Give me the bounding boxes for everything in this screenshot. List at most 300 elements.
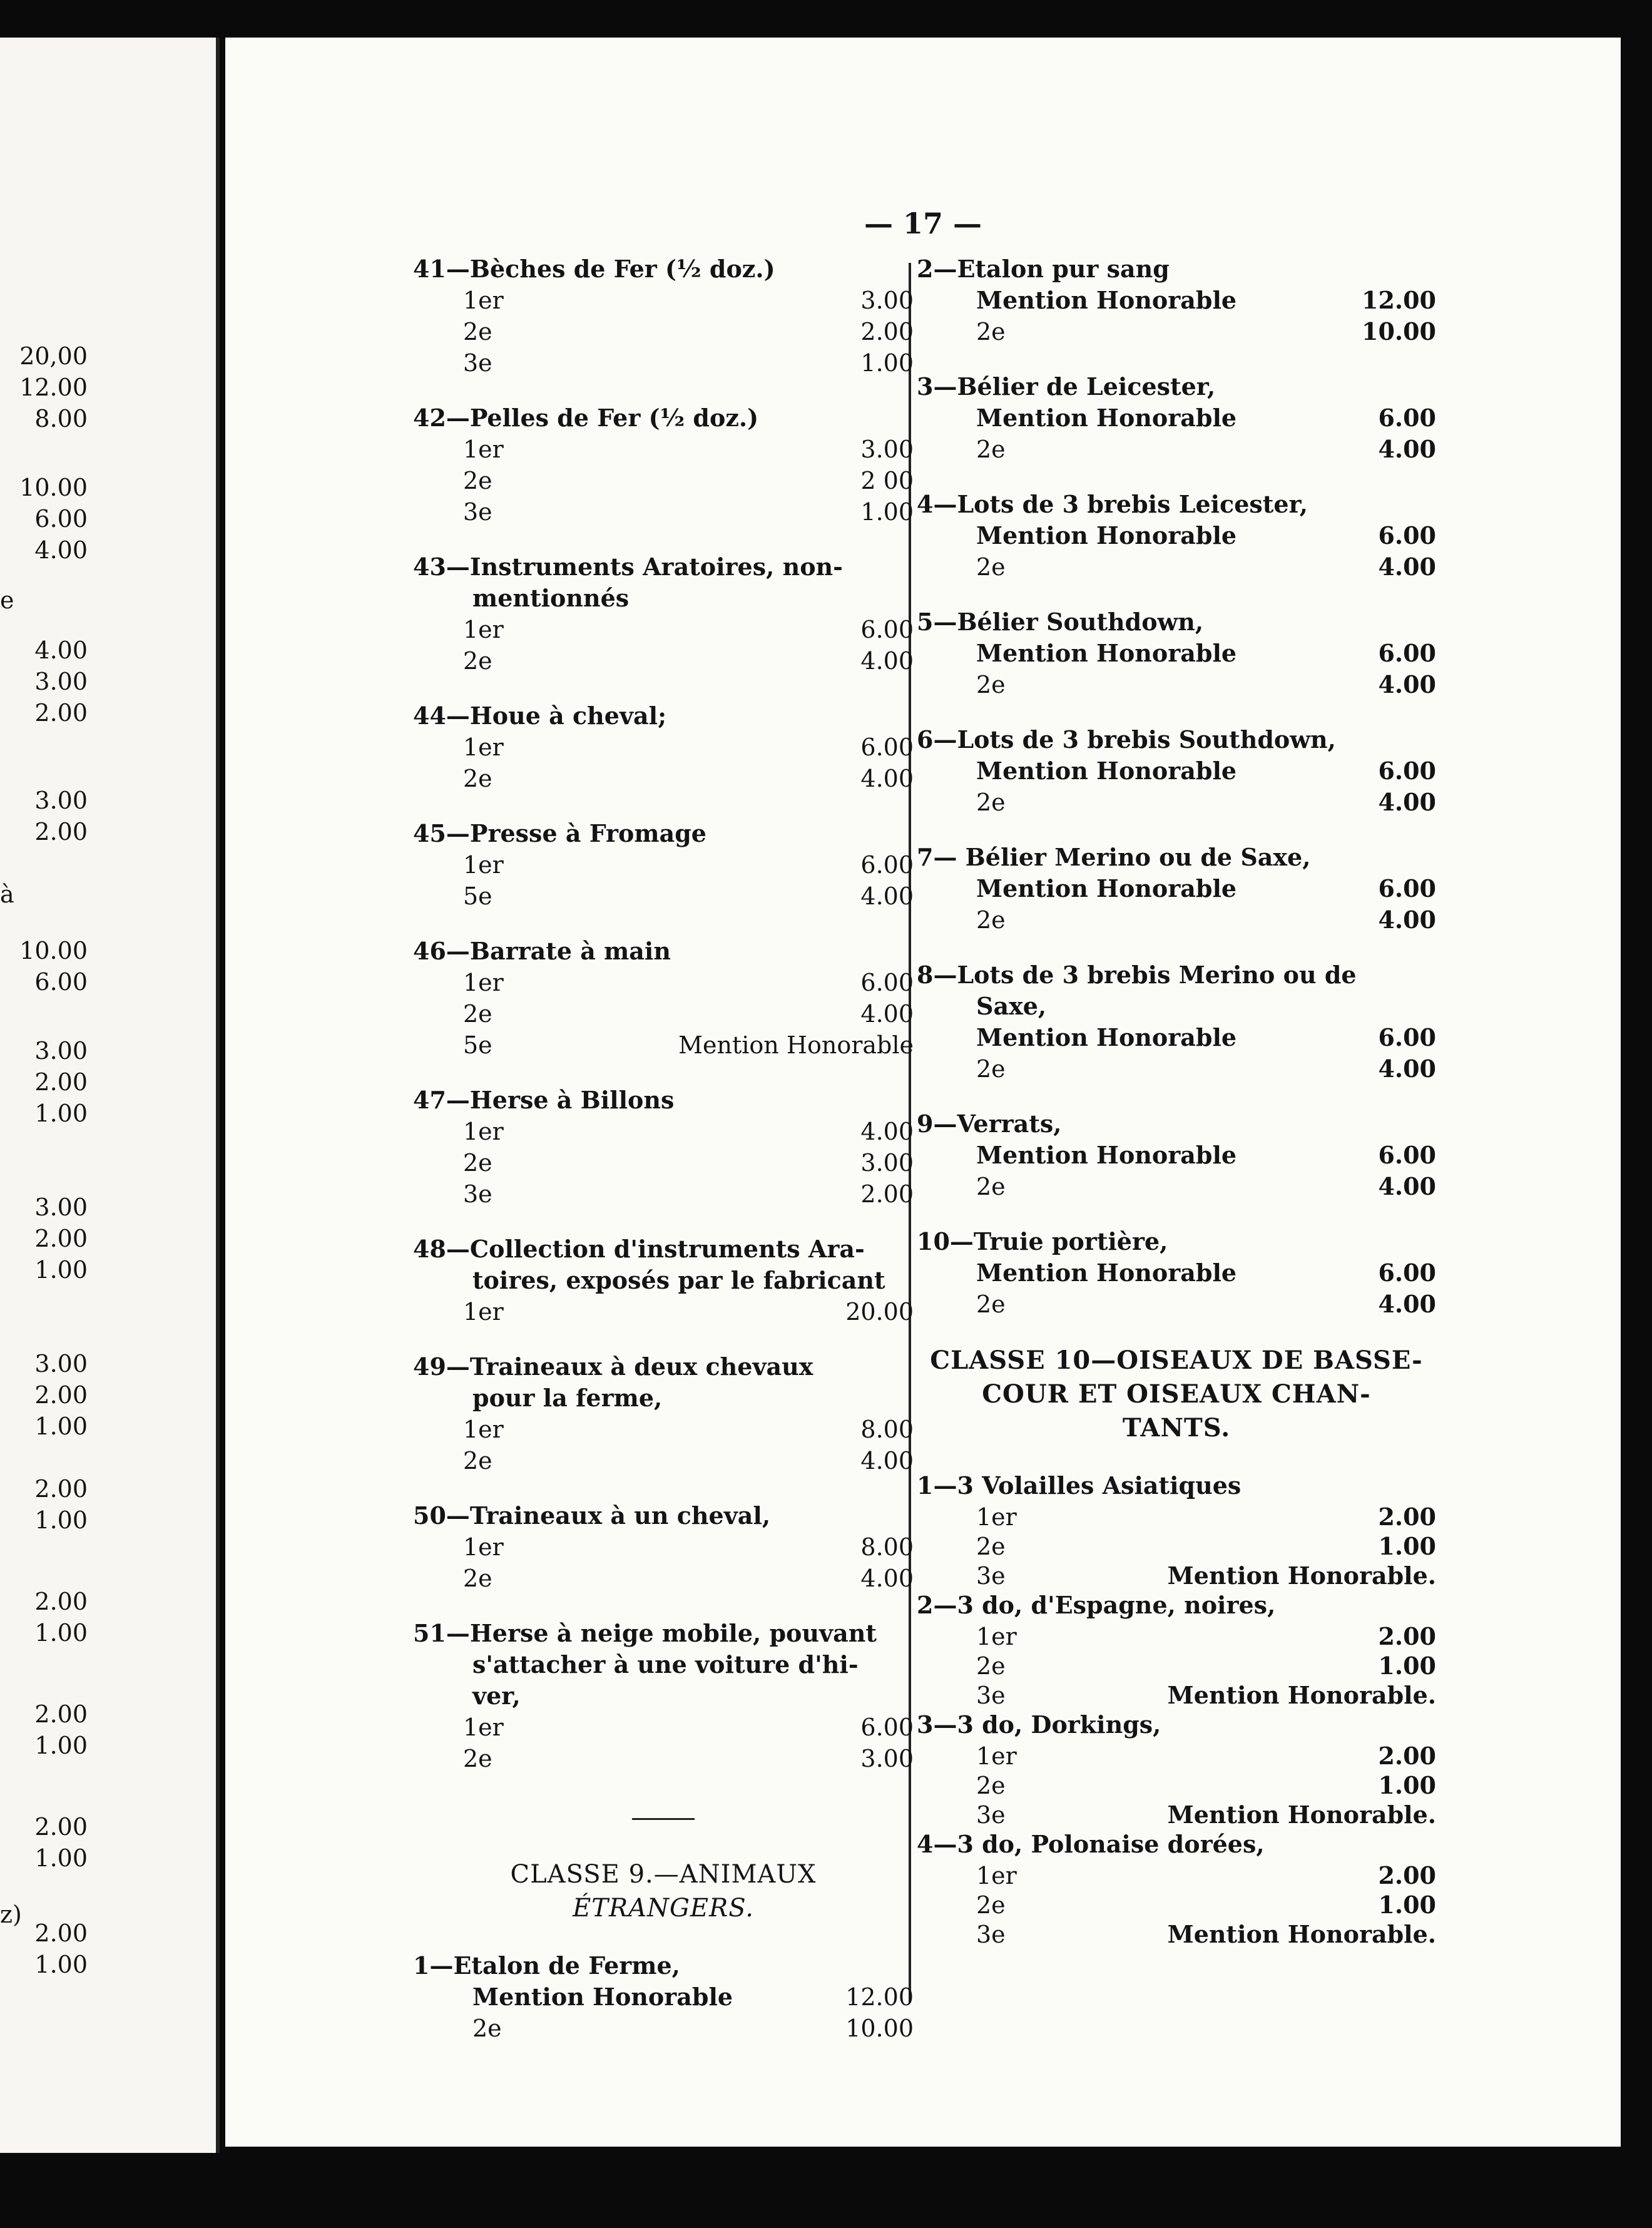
prize-amount: Mention Honorable.: [1167, 1561, 1436, 1590]
prize-entry: [917, 1226, 1436, 1320]
previous-page-fragment: 1.00: [34, 1951, 88, 1978]
prize-rank: 1er: [463, 616, 504, 643]
prize-line: [413, 1563, 914, 1594]
prize-line: [917, 402, 1436, 434]
prize-line: [413, 998, 914, 1030]
prize-rank: 2e: [976, 1891, 1006, 1919]
prize-line: [917, 1289, 1436, 1320]
prize-amount: 2.00: [1378, 1503, 1436, 1531]
prize-line: [917, 787, 1436, 818]
previous-page-fragment: 10.00: [19, 937, 88, 964]
entry-title: [413, 700, 914, 732]
prize-line: [413, 1445, 914, 1476]
prize-line: [413, 1712, 914, 1743]
entry-title-text: 43—Instruments Aratoires, non-: [413, 553, 843, 581]
prize-line: [917, 316, 1436, 347]
prize-rank: 2e: [976, 671, 1006, 698]
entry-title: [413, 253, 914, 285]
prize-line: [917, 1053, 1436, 1085]
entry-title-continued: [413, 583, 914, 614]
prize-line: [917, 1140, 1436, 1171]
prize-amount: 20.00: [845, 1298, 914, 1326]
prize-line: [917, 669, 1436, 700]
prize-line: [413, 434, 914, 465]
previous-page-fragment: 4.00: [34, 536, 88, 564]
entry-title-text: 50—Traineaux à un cheval,: [413, 1501, 771, 1530]
prize-rank: Mention Honorable: [976, 874, 1237, 902]
prize-line: [917, 551, 1436, 583]
prize-entry: [413, 700, 914, 794]
prize-rank: 1er: [976, 1623, 1017, 1650]
prize-line: [917, 1531, 1436, 1560]
prize-rank: Mention Honorable: [976, 757, 1237, 785]
prize-entry: [413, 1351, 914, 1476]
prize-line: [413, 1531, 914, 1563]
prize-amount: Mention Honorable.: [1167, 1920, 1436, 1948]
prize-entry: [413, 551, 914, 677]
entry-title: [413, 1500, 914, 1531]
prize-entry: [917, 1590, 1436, 1709]
previous-page-fragment: 1.00: [34, 1413, 88, 1440]
entry-title-text: 9—Verrats,: [917, 1110, 1062, 1138]
entry-title-text: 6—Lots de 3 brebis Southdown,: [917, 725, 1336, 754]
prize-entry: [413, 402, 914, 528]
prize-rank: 2e: [463, 765, 492, 792]
prize-amount: 12.00: [845, 1983, 914, 2011]
previous-page-fragment: 2.00: [34, 1813, 88, 1841]
entry-title: [917, 1829, 1436, 1860]
prize-rank: 5e: [463, 882, 492, 910]
prize-rank: 3e: [976, 1801, 1006, 1829]
prize-amount: 6.00: [1378, 1141, 1436, 1169]
entry-title-text: ver,: [472, 1682, 521, 1710]
prize-amount: 2 00: [860, 467, 914, 494]
prize-line: [413, 645, 914, 677]
prize-line: [413, 316, 914, 347]
entry-title-continued: [413, 1680, 914, 1712]
entry-title: [917, 842, 1436, 873]
previous-page-edge: [0, 38, 220, 2153]
prize-line: [413, 849, 914, 881]
prize-rank: Mention Honorable: [976, 639, 1237, 667]
previous-page-fragment: 3.00: [34, 1350, 88, 1377]
entry-title-continued: [413, 1265, 914, 1296]
entry-title: [917, 1108, 1436, 1140]
prize-amount: 6.00: [860, 969, 914, 996]
prize-amount: 8.00: [860, 1533, 914, 1561]
prize-amount: 4.00: [1378, 1290, 1436, 1318]
prize-line: [917, 873, 1436, 904]
prize-line: [413, 1981, 914, 2013]
prize-rank: 2e: [976, 1652, 1006, 1680]
previous-page-fragment: 2.00: [34, 1588, 88, 1615]
previous-page-fragment: 2.00: [34, 1225, 88, 1252]
prize-amount: 12.00: [1362, 286, 1436, 314]
prize-entry: [917, 959, 1436, 1085]
prize-rank: 2e: [976, 1772, 1006, 1799]
entry-title-text: 41—Bèches de Fer (½ doz.): [413, 255, 775, 283]
prize-amount: 2.00: [1378, 1622, 1436, 1650]
entry-title: [413, 402, 914, 434]
entry-title-continued: [413, 1382, 914, 1414]
prize-rank: Mention Honorable: [976, 1023, 1237, 1051]
entry-title: [917, 371, 1436, 402]
previous-page-fragment: 2.00: [34, 699, 88, 727]
entry-title-text: 7— Bélier Merino ou de Saxe,: [917, 843, 1311, 871]
previous-page-fragment: 3.00: [34, 1193, 88, 1221]
prize-amount: 4.00: [860, 1118, 914, 1145]
prize-amount: 4.00: [860, 882, 914, 910]
previous-page-fragment: 2.00: [34, 818, 88, 846]
previous-page-fragment: 6.00: [34, 505, 88, 533]
prize-rank: 5e: [463, 1031, 492, 1059]
entry-title: [917, 253, 1436, 285]
prize-rank: 3e: [463, 349, 492, 377]
prize-rank: 2e: [463, 647, 492, 675]
entry-title-text: 4—Lots de 3 brebis Leicester,: [917, 490, 1308, 518]
prize-rank: 2e: [976, 1055, 1006, 1083]
prize-line: [917, 1680, 1436, 1709]
prize-amount: 2.00: [860, 318, 914, 345]
previous-page-fragment: 2.00: [34, 1919, 88, 1947]
entry-title: [413, 1085, 914, 1116]
prize-rank: 1er: [463, 733, 504, 761]
previous-page-fragment: 3.00: [34, 787, 88, 814]
entry-title-text: 1—3 Volailles Asiatiques: [917, 1471, 1242, 1500]
prize-entry: [917, 1470, 1436, 1590]
prize-rank: Mention Honorable: [976, 521, 1237, 549]
prize-amount: 1.00: [860, 498, 914, 526]
entry-title-text: 3—Bélier de Leicester,: [917, 372, 1216, 401]
prize-entry: [917, 1709, 1436, 1829]
previous-page-fragment: 2.00: [34, 1700, 88, 1728]
prize-rank: 1er: [463, 1298, 504, 1326]
prize-rank: 1er: [463, 1118, 504, 1145]
prize-amount: 4.00: [860, 765, 914, 792]
prize-amount: 2.00: [1378, 1861, 1436, 1889]
entry-title-text: Saxe,: [976, 992, 1047, 1020]
entry-title-text: 5—Bélier Southdown,: [917, 608, 1204, 636]
prize-line: [413, 1414, 914, 1445]
prize-entry: [917, 842, 1436, 936]
prize-entry: [917, 489, 1436, 583]
entry-title-text: 44—Houe à cheval;: [413, 702, 667, 730]
prize-line: [413, 881, 914, 912]
prize-amount: 8.00: [860, 1416, 914, 1443]
prize-rank: 2e: [976, 906, 1006, 934]
prize-line: [413, 347, 914, 379]
prize-entry: [413, 253, 914, 379]
prize-rank: 2e: [463, 1745, 492, 1772]
previous-page-fragment: 20,00: [19, 342, 88, 370]
prize-amount: 4.00: [1378, 553, 1436, 581]
prize-rank: 3e: [463, 498, 492, 526]
entry-title: [413, 551, 914, 583]
prize-line: [917, 1919, 1436, 1948]
prize-amount: 1.00: [1378, 1532, 1436, 1560]
entry-title: [917, 489, 1436, 520]
prize-amount: 6.00: [1378, 1023, 1436, 1051]
prize-rank: 2e: [463, 1149, 492, 1177]
prize-entry: [917, 1108, 1436, 1202]
prize-rank: Mention Honorable: [976, 286, 1237, 314]
entry-title-text: 3—3 do, Dorkings,: [917, 1710, 1161, 1739]
prize-amount: 4.00: [860, 1000, 914, 1028]
entry-title-text: 8—Lots de 3 brebis Merino ou de: [917, 961, 1357, 989]
prize-line: [917, 1501, 1436, 1531]
entry-title-text: 2—3 do, d'Espagne, noires,: [917, 1591, 1276, 1619]
prize-rank: 1er: [976, 1862, 1017, 1889]
prize-rank: 3e: [976, 1562, 1006, 1590]
prize-amount: 6.00: [860, 1714, 914, 1741]
previous-page-fragment: 12.00: [19, 374, 88, 401]
entry-title-text: 46—Barrate à main: [413, 937, 671, 965]
right-column: [917, 253, 1436, 1948]
prize-line: [917, 1770, 1436, 1799]
prize-entry: [917, 1829, 1436, 1948]
entry-title-text: 48—Collection d'instruments Ara-: [413, 1235, 865, 1263]
prize-amount: 6.00: [860, 851, 914, 879]
prize-amount: 4.00: [860, 647, 914, 675]
page-number: — 17 —: [864, 207, 982, 240]
prize-rank: 2e: [463, 318, 492, 345]
prize-amount: 4.00: [1378, 906, 1436, 934]
prize-line: [413, 1743, 914, 1774]
prize-amount: 6.00: [1378, 757, 1436, 785]
previous-page-fragment: 1.00: [34, 1732, 88, 1759]
prize-amount: 3.00: [860, 436, 914, 463]
prize-amount: 3.00: [860, 1745, 914, 1772]
prize-rank: 1er: [463, 969, 504, 996]
prize-rank: 2e: [976, 789, 1006, 816]
entry-title-text: 45—Presse à Fromage: [413, 819, 706, 847]
prize-line: [413, 732, 914, 763]
prize-line: [917, 638, 1436, 669]
entry-title-text: 10—Truie portière,: [917, 1227, 1168, 1255]
previous-page-fragment: 2.00: [34, 1475, 88, 1503]
prize-amount: 6.00: [1378, 1259, 1436, 1287]
prize-amount: 4.00: [1378, 670, 1436, 698]
prize-entry: [413, 1950, 914, 2044]
prize-rank: 2e: [976, 1173, 1006, 1200]
document-page: [225, 38, 1621, 2147]
class-10-title-line: COUR ET OISEAUX CHAN-: [982, 1379, 1371, 1409]
prize-amount: 6.00: [860, 616, 914, 643]
prize-line: [917, 1889, 1436, 1919]
prize-line: [413, 1147, 914, 1178]
previous-page-fragment: e: [0, 586, 14, 614]
prize-line: [413, 614, 914, 645]
entry-title-text: 49—Traineaux à deux chevaux: [413, 1352, 813, 1381]
prize-rank: 1er: [463, 851, 504, 879]
previous-page-fragment: à: [0, 881, 14, 908]
prize-line: [413, 2013, 914, 2044]
prize-line: [917, 434, 1436, 465]
prize-line: [413, 285, 914, 316]
entry-title-continued: [413, 1649, 914, 1680]
entry-title: [413, 1351, 914, 1382]
class-9-subtitle: ÉTRANGERS.: [573, 1894, 754, 1923]
prize-rank: 1er: [463, 287, 504, 314]
prize-amount: 6.00: [1378, 521, 1436, 549]
entry-title: [413, 1618, 914, 1649]
prize-line: [413, 1116, 914, 1147]
prize-rank: Mention Honorable: [976, 1141, 1237, 1169]
previous-page-fragment: 6.00: [34, 968, 88, 996]
prize-entry: [413, 1085, 914, 1210]
previous-page-fragment: 1.00: [34, 1100, 88, 1127]
prize-entry: [413, 818, 914, 912]
prize-amount: 2.00: [860, 1180, 914, 1208]
prize-rank: 1er: [463, 1714, 504, 1741]
previous-page-fragment: 3.00: [34, 668, 88, 695]
prize-rank: 2e: [463, 1447, 492, 1474]
prize-entry: [413, 1234, 914, 1327]
previous-page-fragment: 1.00: [34, 1506, 88, 1534]
previous-page-fragment: 4.00: [34, 636, 88, 664]
entry-title: [413, 1950, 914, 1981]
prize-amount: 1.00: [1378, 1771, 1436, 1799]
prize-rank: 2e: [463, 467, 492, 494]
prize-rank: 2e: [976, 318, 1006, 345]
prize-line: [413, 1178, 914, 1210]
previous-page-fragment: z): [0, 1901, 22, 1928]
prize-line: [917, 1740, 1436, 1770]
entry-title-text: mentionnés: [472, 584, 630, 612]
previous-page-fragment: 1.00: [34, 1844, 88, 1872]
prize-amount: Mention Honorable: [678, 1031, 914, 1059]
prize-amount: 4.00: [1378, 1172, 1436, 1200]
prize-amount: 6.00: [1378, 404, 1436, 432]
prize-line: [917, 1257, 1436, 1289]
prize-line: [917, 520, 1436, 551]
entry-title: [413, 936, 914, 967]
prize-line: [413, 496, 914, 528]
prize-amount: 10.00: [1362, 317, 1436, 345]
prize-entry: [917, 606, 1436, 700]
previous-page-fragment: 2.00: [34, 1068, 88, 1096]
prize-rank: Mention Honorable: [976, 404, 1237, 432]
prize-rank: 3e: [976, 1921, 1006, 1948]
prize-amount: 3.00: [860, 1149, 914, 1177]
prize-line: [917, 285, 1436, 316]
entry-title: [917, 959, 1436, 991]
entry-title: [413, 818, 914, 849]
prize-line: [917, 1621, 1436, 1650]
prize-line: [917, 755, 1436, 787]
prize-line: [917, 1860, 1436, 1889]
prize-amount: 4.00: [1378, 1055, 1436, 1083]
prize-line: [917, 1022, 1436, 1053]
class-9-heading: [413, 1858, 914, 1925]
entry-title-text: toires, exposés par le fabricant: [472, 1266, 885, 1294]
entry-title-text: 4—3 do, Polonaise dorées,: [917, 1830, 1265, 1858]
prize-amount: 1.00: [860, 349, 914, 377]
prize-line: [917, 1560, 1436, 1590]
prize-rank: 3e: [976, 1682, 1006, 1709]
prize-line: [413, 967, 914, 998]
prize-amount: 4.00: [1378, 435, 1436, 463]
prize-rank: 1er: [463, 1416, 504, 1443]
prize-amount: 4.00: [860, 1447, 914, 1474]
prize-amount: Mention Honorable.: [1167, 1681, 1436, 1709]
prize-entry: [413, 936, 914, 1061]
prize-amount: 3.00: [860, 287, 914, 314]
prize-entry: [917, 371, 1436, 465]
prize-rank: Mention Honorable: [976, 1259, 1237, 1287]
prize-amount: 4.00: [1378, 788, 1436, 816]
entry-title: [917, 724, 1436, 755]
prize-amount: 4.00: [860, 1565, 914, 1592]
prize-line: [413, 763, 914, 794]
prize-entry: [413, 1618, 914, 1774]
left-column: [413, 253, 914, 2068]
prize-rank: 2e: [472, 2015, 502, 2042]
prize-rank: 1er: [463, 436, 504, 463]
entry-title: [917, 1226, 1436, 1257]
prize-rank: 3e: [463, 1180, 492, 1208]
prize-rank: 1er: [976, 1503, 1017, 1531]
prize-rank: Mention Honorable: [472, 1983, 733, 2011]
prize-line: [413, 1296, 914, 1327]
prize-entry: [917, 253, 1436, 347]
prize-line: [917, 1171, 1436, 1202]
prize-rank: 2e: [463, 1000, 492, 1028]
previous-page-fragment: 1.00: [34, 1256, 88, 1284]
prize-amount: 1.00: [1378, 1652, 1436, 1680]
entry-title-text: s'attacher à une voiture d'hi-: [472, 1650, 859, 1679]
previous-page-fragment: 3.00: [34, 1037, 88, 1065]
prize-entry: [917, 724, 1436, 818]
prize-amount: 2.00: [1378, 1742, 1436, 1770]
previous-page-fragment: 1.00: [34, 1619, 88, 1647]
prize-rank: 2e: [976, 553, 1006, 581]
entry-title-continued: [917, 991, 1436, 1022]
prize-line: [413, 1030, 914, 1061]
prize-line: [917, 1650, 1436, 1680]
previous-page-fragment: 8.00: [34, 405, 88, 432]
entry-title-text: 47—Herse à Billons: [413, 1086, 675, 1114]
prize-line: [917, 904, 1436, 936]
entry-title: [917, 1470, 1436, 1501]
entry-title: [917, 1590, 1436, 1621]
entry-title-text: 42—Pelles de Fer (½ doz.): [413, 404, 759, 432]
prize-rank: 2e: [463, 1565, 492, 1592]
prize-rank: 2e: [976, 1533, 1006, 1560]
class-10-title-line: CLASSE 10—OISEAUX DE BASSE-: [930, 1346, 1423, 1375]
entry-title: [413, 1234, 914, 1265]
prize-amount: 1.00: [1378, 1891, 1436, 1919]
class-10-title-line: TANTS.: [1122, 1413, 1231, 1443]
entry-title: [917, 606, 1436, 638]
entry-title: [917, 1709, 1436, 1740]
class-9-title: CLASSE 9.—ANIMAUX: [510, 1860, 817, 1889]
prize-amount: 6.00: [1378, 874, 1436, 902]
prize-amount: 10.00: [845, 2015, 914, 2042]
prize-rank: 1er: [463, 1533, 504, 1561]
previous-page-fragment: 2.00: [34, 1381, 88, 1409]
prize-line: [917, 1799, 1436, 1829]
prize-line: [413, 465, 914, 496]
section-rule: [632, 1818, 695, 1820]
prize-amount: 6.00: [1378, 639, 1436, 667]
entry-title-text: pour la ferme,: [472, 1384, 663, 1412]
prize-amount: Mention Honorable.: [1167, 1801, 1436, 1829]
prize-amount: 6.00: [860, 733, 914, 761]
entry-title-text: 2—Etalon pur sang: [917, 255, 1170, 283]
prize-entry: [413, 1500, 914, 1594]
prize-rank: 2e: [976, 1290, 1006, 1318]
